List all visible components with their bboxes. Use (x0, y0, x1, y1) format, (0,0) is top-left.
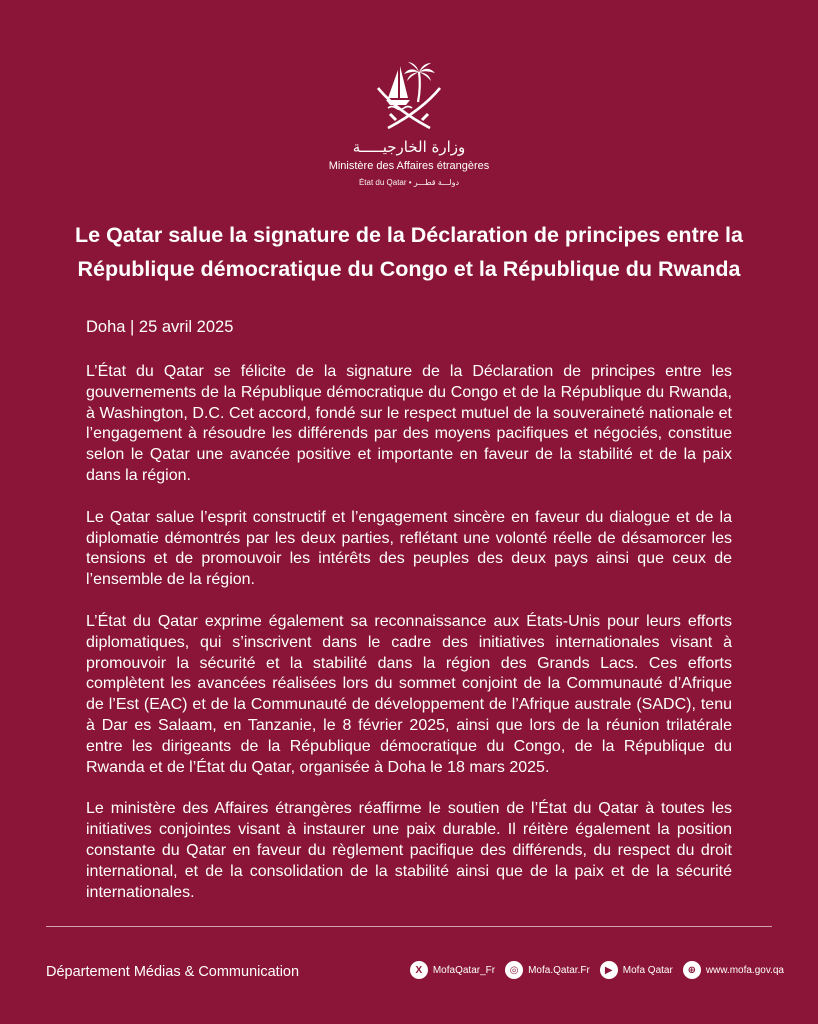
website-url: www.mofa.gov.qa (705, 964, 784, 976)
social-instagram-handle: Mofa.Qatar.Fr (528, 964, 590, 976)
ministry-name-arabic: وزارة الخارجيـــــة (352, 138, 466, 156)
statement-body (86, 362, 732, 924)
qatar-emblem-icon (374, 58, 444, 130)
paragraph-1: L’État du Qatar se félicite de la signature de la Déclaration de principes entre les gouvernements de la République démocratique du Congo et de la République du Rwanda, à Washington, D.C. Cet accord, fondé sur le respect mutuel de la souveraineté nationale et l’engagement à résoudre les différends par des moyens pacifiques et négociés, constitue selon le Qatar une avancée positive et importante en faveur de la stabilité et de la paix dans la région. (86, 363, 732, 484)
social-youtube[interactable] (600, 961, 673, 979)
paragraph-2: Le Qatar salue l’esprit constructif et l’engagement sincère en faveur du dialogue et de la diplomatie démontrés par les deux parties, reflétant une volonté réelle de désamorcer les tensions et de promouvoir les intérêts des peuples des deux pays ainsi que ceux de l’ensemble de la région. (86, 508, 732, 589)
instagram-icon: ◎ (505, 961, 523, 979)
department-label: Département Médias & Communication (46, 964, 300, 980)
youtube-icon: ▶ (600, 961, 618, 979)
ministry-logo (0, 58, 818, 187)
dateline: Doha | 25 avril 2025 (86, 318, 234, 336)
social-x[interactable] (410, 961, 495, 979)
page-title: Le Qatar salue la signature de la Déclaration de principes entre la République démocratique du Congo et la République du Rwanda (75, 223, 743, 281)
paragraph-4: Le ministère des Affaires étrangères réaffirme le soutien de l’État du Qatar à toutes les initiatives conjointes visant à instaurer une paix durable. Il réitère également la position constante du Qatar en faveur du règlement pacifique des différends, du respect du droit international, et de la consolidation de la stabilité ainsi que de la paix et de la sécurité internationales. (86, 800, 732, 901)
x-icon: X (410, 961, 428, 979)
ministry-name-french: Ministère des Affaires étrangères (328, 160, 490, 172)
social-links (410, 961, 784, 979)
social-instagram[interactable] (505, 961, 590, 979)
paragraph-3: L’État du Qatar exprime également sa reconnaissance aux États-Unis pour leurs efforts diplomatiques, qui s’inscrivent dans le cadre des initiatives internationales visant à promouvoir la sécurité et la stabilité dans la région des Grands Lacs. Ces efforts complètent les avancées réalisées lors du sommet conjoint de la Communauté d’Afrique de l’Est (EAC) et de la Communauté de développement de l’Afrique australe (SADC), tenu à Dar es Salaam, en Tanzanie, le 8 février 2025, ainsi que lors de la réunion trilatérale entre les dirigeants de la République démocratique du Congo, de la République du Rwanda et de l’État du Qatar, organisée à Doha le 18 mars 2025. (86, 612, 732, 776)
state-of-qatar-line: État du Qatar • دولـــة قطـــر (358, 178, 460, 187)
globe-icon: ⊕ (683, 961, 701, 979)
social-x-handle: MofaQatar_Fr (432, 964, 496, 976)
social-youtube-handle: Mofa Qatar (622, 964, 673, 976)
social-website[interactable] (683, 961, 784, 979)
footer-divider (46, 926, 772, 927)
